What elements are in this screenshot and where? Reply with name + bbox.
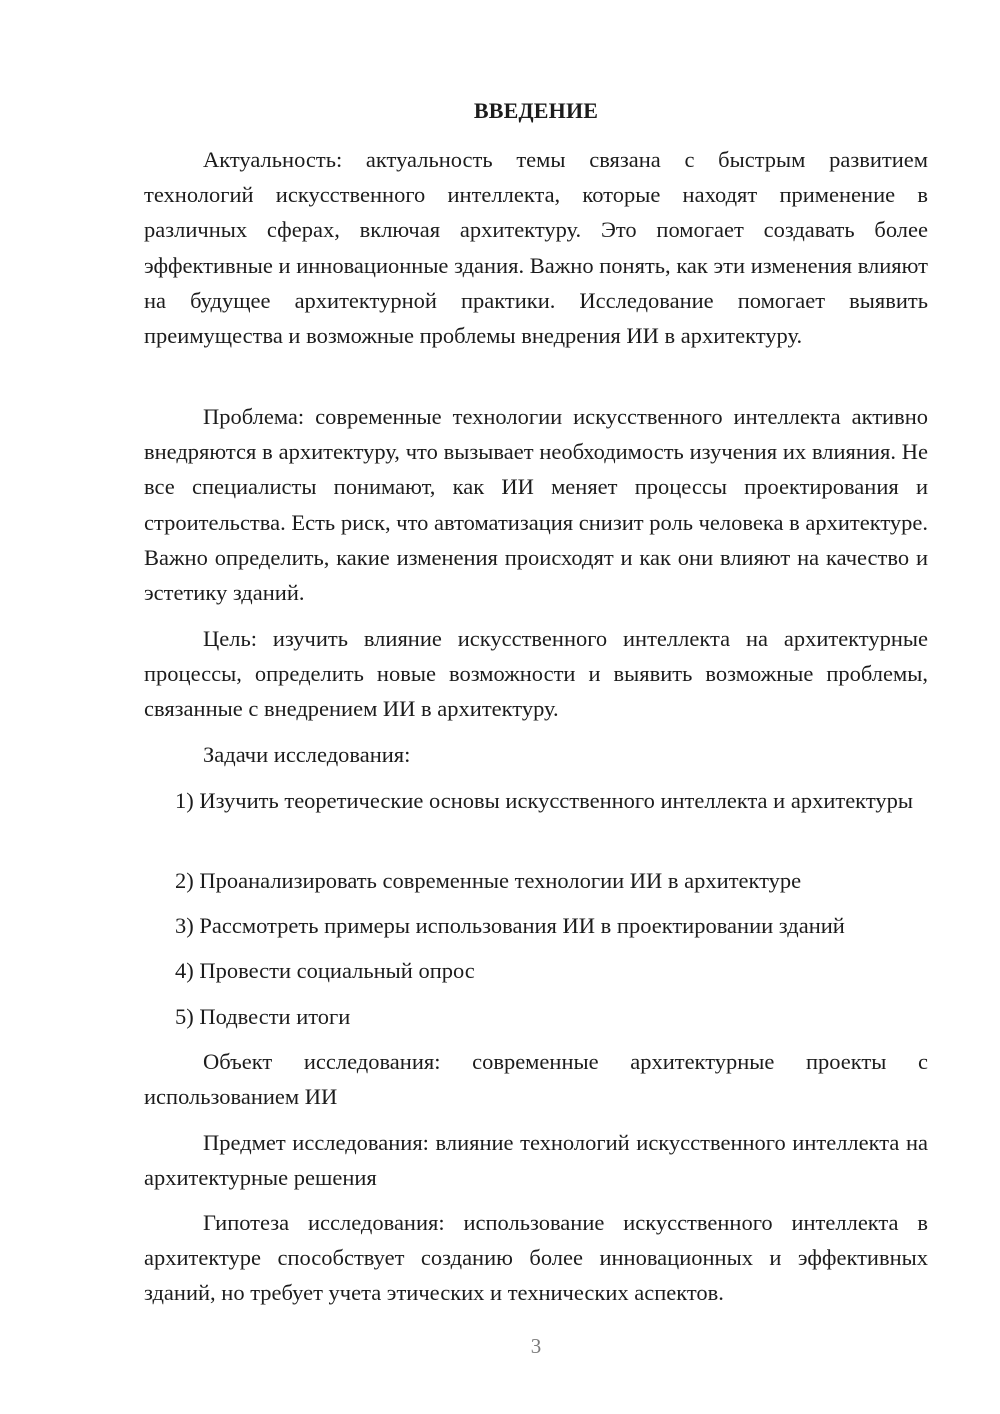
relevance-paragraph: Актуальность: актуальность темы связана с быстрым развитием технологий искусственного интеллекта, которые находят применение в различных сферах, включая архитектуру. Это помогает создавать более эффективные и инновационные здания. Важно понять, как эти изменения влияют на будущее архитектурной практики. Исследование помогает выявить преимущества и возможные проблемы внедрения ИИ в архитектуру. bbox=[144, 147, 928, 349]
object-paragraph: Объект исследования: современные архитектурные проекты с использованием ИИ bbox=[144, 1049, 928, 1110]
page-title: ВВЕДЕНИЕ bbox=[473, 98, 599, 123]
task-item-4: 4) Провести социальный опрос bbox=[175, 958, 475, 983]
task-item-5: 5) Подвести итоги bbox=[175, 1004, 351, 1029]
subject-paragraph: Предмет исследования: влияние технологий искусственного интеллекта на архитектурные решения bbox=[144, 1130, 928, 1191]
page-number: 3 bbox=[530, 1334, 542, 1358]
tasks-heading: Задачи исследования: bbox=[203, 742, 411, 767]
task-item-3: 3) Рассмотреть примеры использования ИИ в проектировании зданий bbox=[175, 913, 845, 938]
goal-paragraph: Цель: изучить влияние искусственного интеллекта на архитектурные процессы, определить новые возможности и выявить возможные проблемы, связанные с внедрением ИИ в архитектуру. bbox=[144, 626, 928, 722]
hypothesis-paragraph: Гипотеза исследования: использование искусственного интеллекта в архитектуре способствует созданию более инновационных и эффективных зданий, но требует учета этических и технических аспектов. bbox=[144, 1210, 928, 1306]
task-item-1: 1) Изучить теоретические основы искусственного интеллекта и архитектуры bbox=[175, 788, 913, 813]
problem-paragraph: Проблема: современные технологии искусственного интеллекта активно внедряются в архитектуру, что вызывает необходимость изучения их влияния. Не все специалисты понимают, как ИИ меняет процессы проектирования и строительства. Есть риск, что автоматизация снизит роль человека в архитектуре. Важно определить, какие изменения происходят и как они влияют на качество и эстетику зданий. bbox=[144, 404, 928, 606]
task-item-2: 2) Проанализировать современные технологии ИИ в архитектуре bbox=[175, 868, 802, 893]
